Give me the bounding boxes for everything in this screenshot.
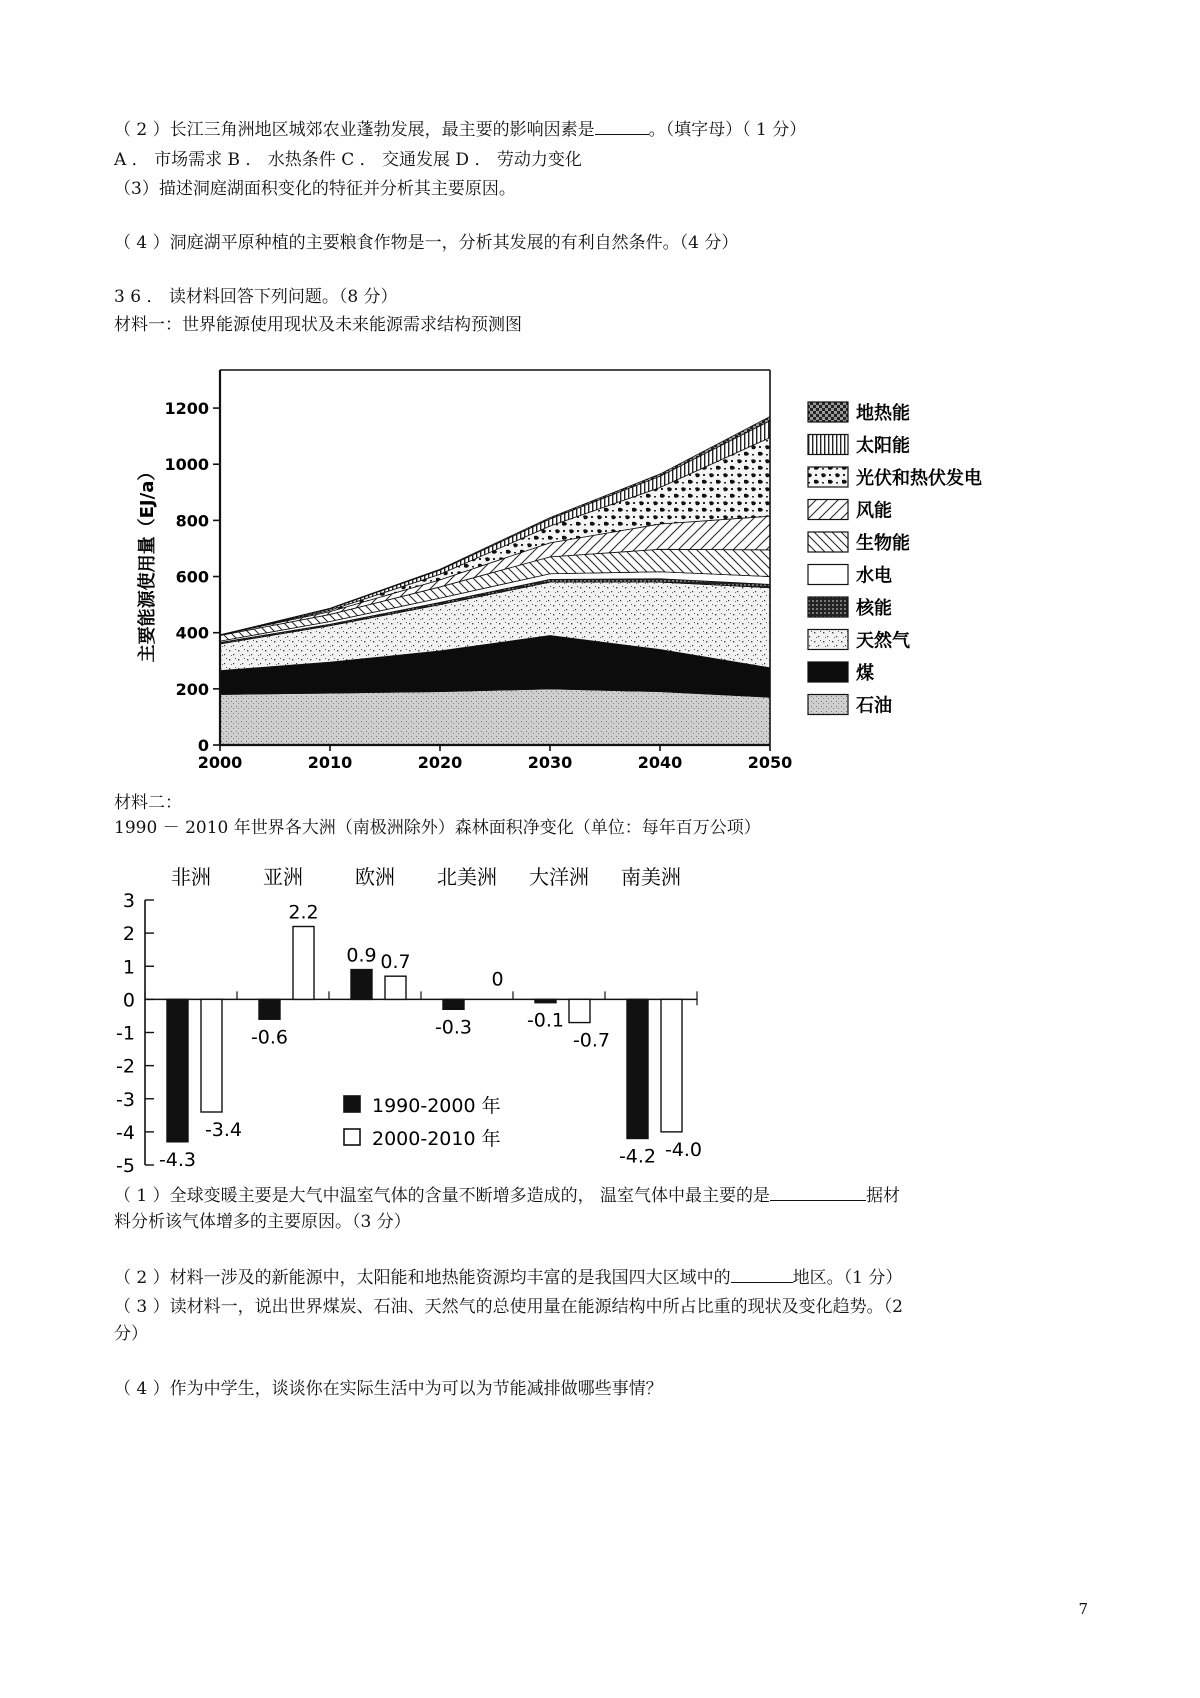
sub-question-4: （ 4 ）作为中学生，谈谈你在实际生活中为可以为节能减排做哪些事情？ bbox=[114, 1379, 663, 1399]
data-label: -0.6 bbox=[250, 1026, 289, 1049]
legend-swatch bbox=[808, 500, 848, 520]
y-tick-label: -4 bbox=[116, 1121, 135, 1144]
bar bbox=[569, 999, 590, 1022]
sub-question-3-cont: 分） bbox=[114, 1324, 148, 1344]
y-tick-label: 600 bbox=[175, 567, 209, 587]
data-label: 0.9 bbox=[346, 944, 377, 967]
legend-swatch bbox=[808, 435, 848, 455]
legend-swatch bbox=[808, 662, 848, 682]
bar bbox=[661, 999, 682, 1132]
sub-question-1 bbox=[114, 1184, 900, 1208]
legend-label: 地热能 bbox=[856, 403, 910, 424]
data-label: -0.7 bbox=[572, 1029, 611, 1052]
category-label: 北美洲 bbox=[437, 865, 497, 889]
y-axis-label: 主要能源使用量（EJ/a） bbox=[137, 462, 158, 663]
legend-label: 石油 bbox=[856, 695, 892, 717]
legend-label: 生物能 bbox=[856, 533, 910, 554]
question-2-options: A ． 市场需求 B ． 水热条件 C ． 交通发展 D ． 劳动力变化 bbox=[114, 150, 582, 170]
x-tick-label: 2020 bbox=[417, 753, 463, 772]
y-tick-label: 200 bbox=[175, 679, 209, 699]
legend-label: 1990-2000 年 bbox=[372, 1095, 501, 1117]
answer-blank[interactable] bbox=[731, 1266, 793, 1283]
legend-swatch bbox=[808, 467, 848, 487]
data-label: -4.3 bbox=[158, 1148, 197, 1171]
area-石油 bbox=[220, 689, 770, 745]
bar bbox=[351, 970, 372, 1000]
x-tick-label: 2040 bbox=[637, 753, 683, 772]
legend-label: 水电 bbox=[856, 565, 892, 587]
category-label: 大洋洲 bbox=[529, 865, 589, 889]
y-tick-label: -2 bbox=[116, 1055, 135, 1078]
sub-question-1-text: （ 1 ）全球变暖主要是大气中温室气体的含量不断增多造成的， 温室气体中最主要的是 bbox=[114, 1186, 771, 1206]
sub-question-2-text: （ 2 ）材料一涉及的新能源中，太阳能和地热能资源均丰富的是我国四大区域中的 bbox=[114, 1268, 731, 1288]
question-3: （3）描述洞庭湖面积变化的特征并分析其主要原因。 bbox=[114, 179, 516, 199]
data-label: -4.2 bbox=[618, 1145, 657, 1168]
data-label: -0.1 bbox=[526, 1009, 565, 1032]
sub-question-1-tail: 据材 bbox=[866, 1186, 901, 1206]
x-tick-label: 2030 bbox=[527, 753, 573, 772]
x-tick-label: 2000 bbox=[197, 753, 243, 772]
legend-swatch bbox=[808, 532, 848, 552]
answer-blank[interactable] bbox=[770, 1184, 866, 1201]
material-1-label: 材料一：世界能源使用现状及未来能源需求结构预测图 bbox=[114, 315, 522, 335]
data-label: -4.0 bbox=[664, 1138, 703, 1161]
question-2-suffix: 。（填字母）（ 1 分） bbox=[648, 120, 807, 140]
legend-label: 核能 bbox=[856, 598, 892, 619]
forest-bar-chart bbox=[100, 850, 720, 1180]
legend-label: 风能 bbox=[856, 500, 892, 522]
legend-swatch bbox=[808, 402, 848, 422]
legend-swatch bbox=[344, 1129, 360, 1145]
category-label: 欧洲 bbox=[355, 865, 395, 889]
data-label: 2.2 bbox=[288, 901, 319, 924]
legend-swatch bbox=[344, 1096, 360, 1112]
y-tick-label: -1 bbox=[116, 1022, 135, 1045]
bar bbox=[167, 999, 188, 1141]
answer-blank[interactable] bbox=[595, 118, 649, 135]
legend-swatch bbox=[808, 565, 848, 585]
y-tick-label: 1 bbox=[122, 956, 135, 979]
y-tick-label: 2 bbox=[122, 923, 135, 946]
bar bbox=[259, 999, 280, 1019]
sub-question-1-cont: 料分析该气体增多的主要原因。（3 分） bbox=[114, 1212, 411, 1232]
sub-question-3: （ 3 ）读材料一，说出世界煤炭、石油、天然气的总使用量在能源结构中所占比重的现状及变化趋势。（2 bbox=[114, 1297, 903, 1317]
y-tick-label: 1200 bbox=[164, 399, 209, 419]
y-tick-label: -3 bbox=[116, 1088, 135, 1111]
legend-label: 太阳能 bbox=[856, 435, 910, 457]
material-2-label: 材料二： bbox=[114, 793, 182, 813]
data-label: 0 bbox=[491, 968, 504, 991]
category-label: 亚洲 bbox=[263, 865, 303, 889]
data-label: -3.4 bbox=[204, 1119, 243, 1141]
legend-swatch bbox=[808, 695, 848, 715]
energy-area-chart bbox=[120, 360, 1060, 780]
y-tick-label: -5 bbox=[116, 1155, 135, 1177]
category-label: 南美洲 bbox=[621, 865, 681, 889]
question-2 bbox=[114, 118, 806, 142]
sub-question-2-tail: 地区。（1 分） bbox=[792, 1268, 903, 1288]
page-number: 7 bbox=[1078, 1600, 1088, 1618]
bar bbox=[385, 976, 406, 999]
material-2-subtitle: 1990 － 2010 年世界各大洲（南极洲除外）森林面积净变化（单位：每年百万公项） bbox=[114, 818, 761, 838]
bar bbox=[293, 927, 314, 1000]
data-label: 0.7 bbox=[380, 951, 411, 974]
y-tick-label: 800 bbox=[175, 511, 209, 531]
legend-swatch bbox=[808, 597, 848, 617]
question-2-text: （ 2 ）长江三角洲地区城郊农业蓬勃发展，最主要的影响因素是 bbox=[114, 120, 595, 140]
bar bbox=[535, 999, 556, 1002]
bar bbox=[443, 999, 464, 1009]
question-4: （ 4 ）洞庭湖平原种植的主要粮食作物是一，分析其发展的有利自然条件。（4 分） bbox=[114, 233, 739, 253]
legend-label: 光伏和热伏发电 bbox=[856, 468, 982, 489]
y-tick-label: 400 bbox=[175, 623, 209, 643]
category-label: 非洲 bbox=[171, 865, 211, 889]
y-tick-label: 1000 bbox=[164, 455, 209, 475]
legend-label: 煤 bbox=[856, 663, 874, 684]
data-label: -0.3 bbox=[434, 1016, 473, 1039]
legend-label: 天然气 bbox=[856, 630, 910, 652]
x-tick-label: 2010 bbox=[307, 753, 353, 772]
y-tick-label: 0 bbox=[197, 736, 209, 755]
x-tick-label: 2050 bbox=[747, 753, 793, 772]
legend-label: 2000-2010 年 bbox=[372, 1128, 501, 1150]
bar bbox=[201, 999, 222, 1112]
bar bbox=[627, 999, 648, 1138]
y-tick-label: 0 bbox=[122, 989, 135, 1012]
sub-question-2 bbox=[114, 1266, 902, 1290]
legend-swatch bbox=[808, 630, 848, 650]
y-tick-label: 3 bbox=[122, 890, 135, 912]
question-36: 3 6 ． 读材料回答下列问题。（8 分） bbox=[114, 287, 398, 307]
